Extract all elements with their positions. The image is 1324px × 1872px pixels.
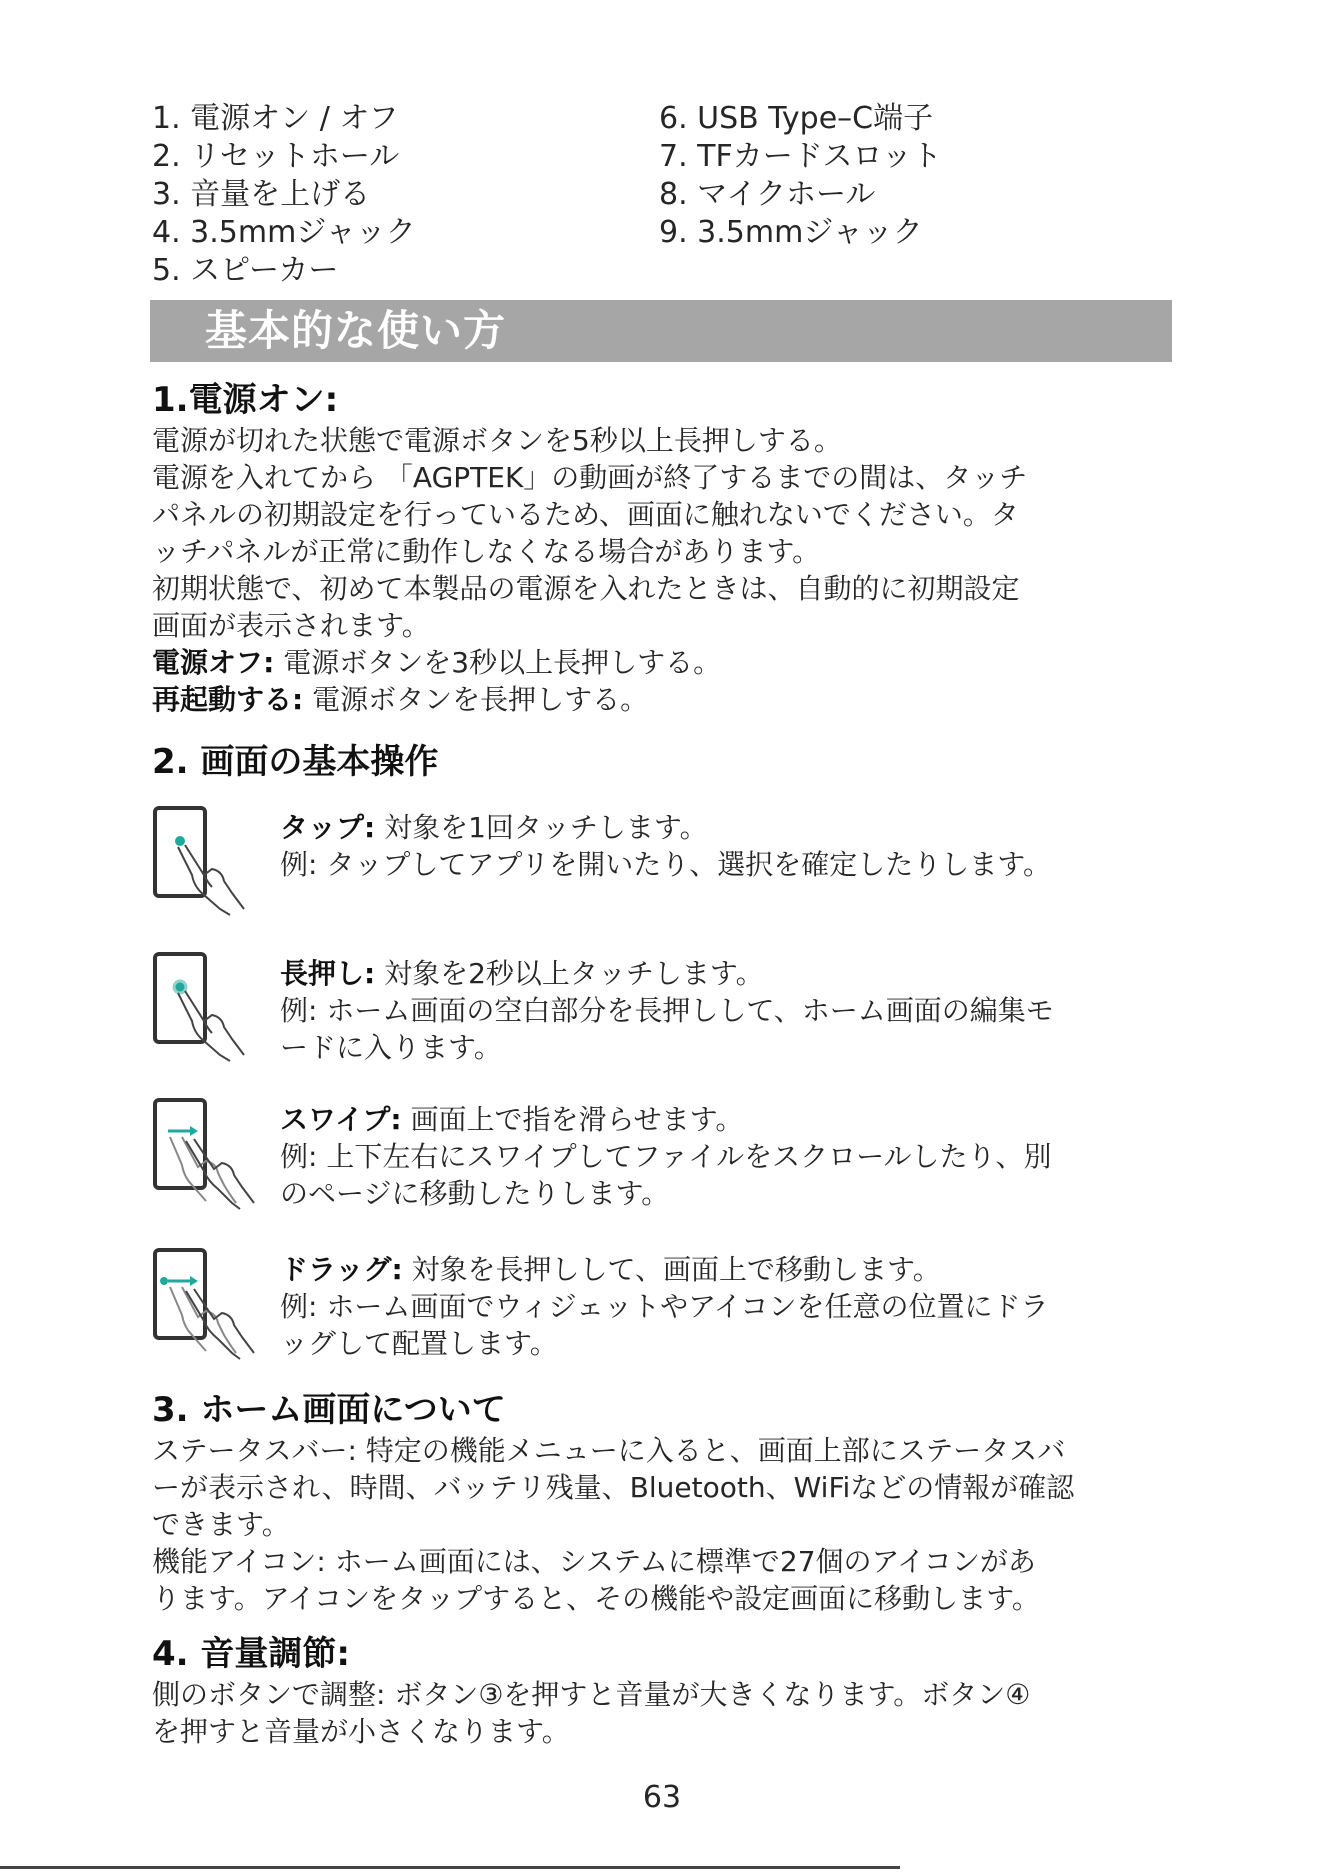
parts-list-right <box>659 100 942 252</box>
volume-section <box>152 1632 1182 1750</box>
power-line: 電源を入れてから 「AGPTEK」の動画が終了するまでの間は、タッチ <box>152 461 1028 494</box>
section-banner <box>150 300 1172 362</box>
parts-list-item: 9. 3.5mmジャック <box>659 215 923 250</box>
power-line: 画面が表示されます。 <box>152 609 430 642</box>
gesture-long-press <box>152 951 1192 1071</box>
bottom-divider <box>0 1866 900 1869</box>
gesture-desc: 対象を2秒以上タッチします。 <box>384 957 764 990</box>
swipe-gesture-icon <box>152 1097 264 1217</box>
power-off-line <box>152 644 1182 681</box>
gesture-example: ードに入ります。 <box>280 1031 502 1064</box>
power-line: 電源が切れた状態で電源ボタンを5秒以上長押しする。 <box>152 424 842 457</box>
gesture-desc-line <box>280 1101 1180 1138</box>
gesture-swipe <box>152 1097 1192 1217</box>
parts-list-item: 7. TFカードスロット <box>659 139 942 174</box>
home-screen-heading: 3. ホーム画面について <box>152 1390 506 1430</box>
parts-list-item: 6. USB Type–C端子 <box>659 101 934 136</box>
gesture-text <box>280 809 1180 883</box>
power-line: 初期状態で、初めて本製品の電源を入れたときは、自動的に初期設定 <box>152 572 1020 605</box>
gesture-example: のページに移動したりします。 <box>280 1177 670 1210</box>
parts-list-item: 5. スピーカー <box>152 253 339 288</box>
parts-list-item: 4. 3.5mmジャック <box>152 215 416 250</box>
parts-list-item: 8. マイクホール <box>659 177 876 212</box>
parts-list-left <box>152 100 416 290</box>
gesture-label: ドラッグ: <box>280 1253 403 1286</box>
power-line: パネルの初期設定を行っているため、画面に触れないでください。タ <box>152 498 1019 531</box>
power-off-label: 電源オフ: <box>152 646 275 679</box>
parts-list-item: 2. リセットホール <box>152 139 400 174</box>
gesture-example: 例: ホーム画面でウィジェットやアイコンを任意の位置にドラ <box>280 1290 1049 1323</box>
basic-ops-heading: 2. 画面の基本操作 <box>152 742 439 782</box>
restart-text: 電源ボタンを長押しする。 <box>312 683 649 716</box>
gesture-label: タップ: <box>280 811 376 844</box>
gesture-desc-line <box>280 809 1180 846</box>
power-line: ッチパネルが正常に動作しなくなる場合があります。 <box>152 535 821 568</box>
basic-ops-section <box>152 740 1182 784</box>
volume-heading: 4. 音量調節: <box>152 1634 351 1674</box>
home-screen-line: ステータスバー: 特定の機能メニューに入ると、画面上部にステータスバ <box>152 1434 1066 1467</box>
gesture-desc: 対象を1回タッチします。 <box>384 811 708 844</box>
gesture-desc: 対象を長押しして、画面上で移動します。 <box>411 1253 941 1286</box>
gesture-example: ッグして配置します。 <box>280 1327 558 1360</box>
gesture-tap <box>152 805 1192 925</box>
power-section <box>152 378 1182 718</box>
banner-title: 基本的な使い方 <box>205 306 507 355</box>
long-press-gesture-icon <box>152 951 264 1071</box>
volume-line: 側のボタンで調整: ボタン③を押すと音量が大きくなります。ボタン④ <box>152 1678 1031 1711</box>
gesture-example: 例: ホーム画面の空白部分を長押しして、ホーム画面の編集モ <box>280 994 1054 1027</box>
volume-line: を押すと音量が小さくなります。 <box>152 1715 570 1748</box>
gesture-label: 長押し: <box>280 957 376 990</box>
parts-list-item: 3. 音量を上げる <box>152 177 371 212</box>
gesture-drag <box>152 1247 1192 1367</box>
restart-line <box>152 681 1182 718</box>
home-screen-line: できます。 <box>152 1508 290 1541</box>
gesture-desc-line <box>280 955 1180 992</box>
gesture-text <box>280 1101 1180 1212</box>
page-number: 63 <box>642 1780 682 1815</box>
restart-label: 再起動する: <box>152 683 304 716</box>
gesture-text <box>280 1251 1180 1362</box>
tap-gesture-icon <box>152 805 264 925</box>
gesture-desc: 画面上で指を滑らせます。 <box>410 1103 744 1136</box>
home-screen-line: 機能アイコン: ホーム画面には、システムに標準で27個のアイコンがあ <box>152 1545 1036 1578</box>
gesture-text <box>280 955 1180 1066</box>
power-off-text: 電源ボタンを3秒以上長押しする。 <box>283 646 722 679</box>
gesture-example: 例: 上下左右にスワイプしてファイルをスクロールしたり、別 <box>280 1140 1052 1173</box>
gesture-label: スワイプ: <box>280 1103 402 1136</box>
parts-list-item: 1. 電源オン / オフ <box>152 101 399 136</box>
gesture-example: 例: タップしてアプリを開いたり、選択を確定したりします。 <box>280 848 1051 881</box>
gesture-desc-line <box>280 1251 1180 1288</box>
drag-gesture-icon <box>152 1247 264 1367</box>
home-screen-line: ります。アイコンをタップすると、その機能や設定画面に移動します。 <box>152 1582 1040 1615</box>
home-screen-section <box>152 1388 1182 1617</box>
home-screen-line: ーが表示され、時間、バッテリ残量、Bluetooth、WiFiなどの情報が確認 <box>152 1471 1075 1504</box>
power-heading: 1.電源オン: <box>152 380 339 420</box>
